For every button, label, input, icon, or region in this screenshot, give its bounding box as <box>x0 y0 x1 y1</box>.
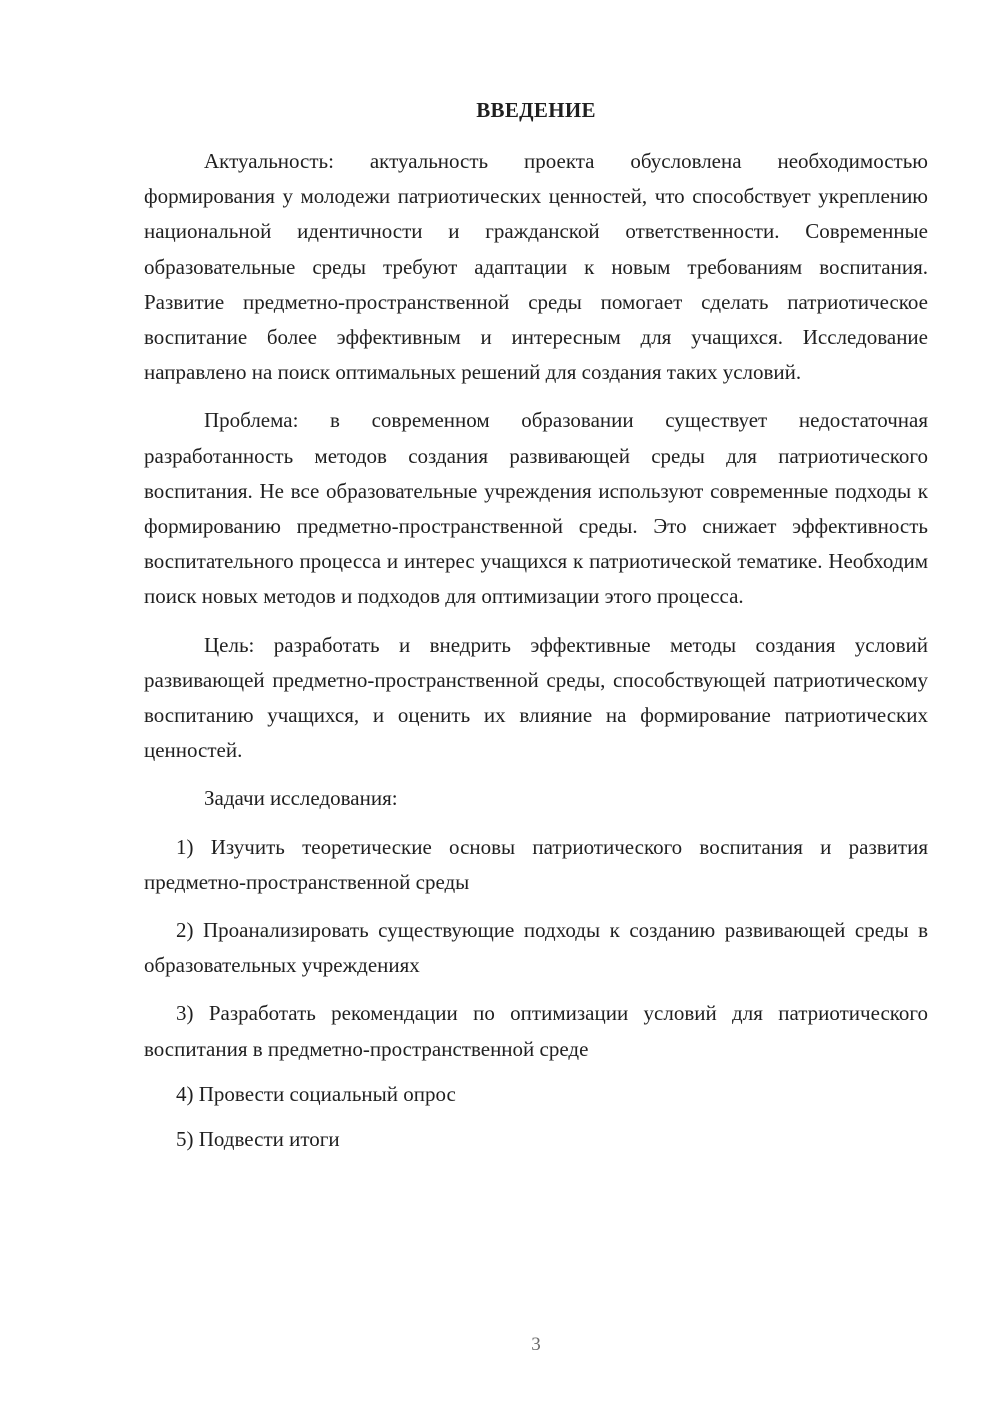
paragraph-relevance: Актуальность: актуальность проекта обусловлена необходимостью формирования у молодежи патриотических ценностей, что способствует укреплению национальной идентичности и гражданской ответственности. Современные образовательные среды требуют адаптации к новым требованиям воспитания. Развитие предметно-пространственной среды помогает сделать патриотическое воспитание более эффективным и интересным для учащихся. Исследование направлено на поиск оптимальных решений для создания таких условий. <box>144 149 928 385</box>
task-item-2: 2) Проанализировать существующие подходы к созданию развивающей среды в образовательных учреждениях <box>144 918 928 978</box>
task-item-3: 3) Разработать рекомендации по оптимизации условий для патриотического воспитания в предметно-пространственной среде <box>144 1001 928 1061</box>
tasks-heading: Задачи исследования: <box>204 786 398 811</box>
paragraph-goal: Цель: разработать и внедрить эффективные методы создания условий развивающей предметно-пространственной среды, способствующей патриотическому воспитанию учащихся, и оценить их влияние на формирование патриотических ценностей. <box>144 632 928 763</box>
paragraph-problem: Проблема: в современном образовании существует недостаточная разработанность методов создания развивающей среды для патриотического воспитания. Не все образовательные учреждения используют современные подходы к формированию предметно-пространственной среды. Это снижает эффективность воспитательного процесса и интерес учащихся к патриотической тематике. Необходим поиск новых методов и подходов для оптимизации этого процесса. <box>144 408 928 609</box>
task-item-1: 1) Изучить теоретические основы патриотического воспитания и развития предметно-пространственной среды <box>144 834 928 894</box>
page-number: 3 <box>531 1334 541 1355</box>
task-item-5: 5) Подвести итоги <box>176 1127 340 1152</box>
task-item-4: 4) Провести социальный опрос <box>176 1081 456 1106</box>
document-body <box>144 144 928 1157</box>
page-title: ВВЕДЕНИЕ <box>476 98 596 122</box>
